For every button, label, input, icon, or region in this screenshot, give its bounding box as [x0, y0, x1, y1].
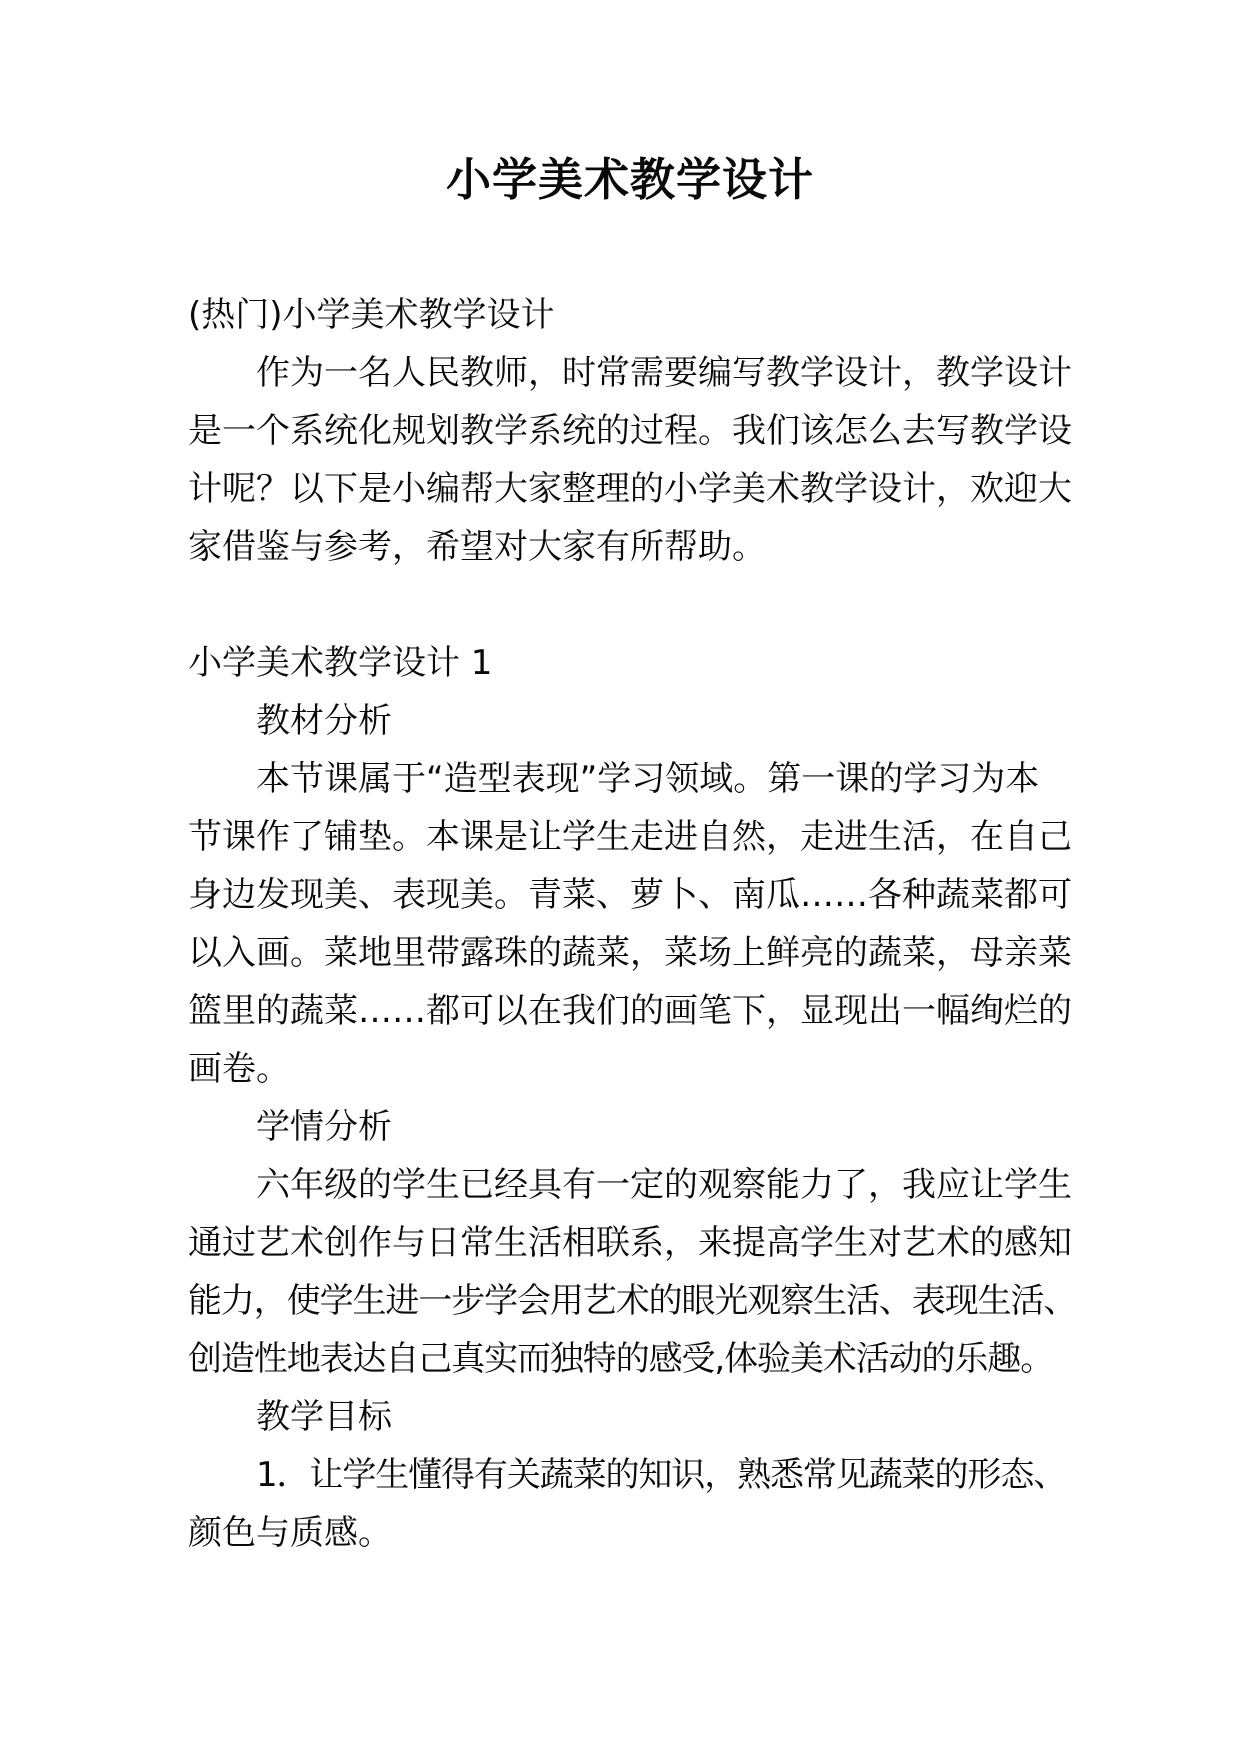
blank-line — [188, 576, 1072, 634]
text-line: 节课作了铺垫。本课是让学生走进自然，走进生活，在自己 — [188, 817, 1072, 857]
text-line: 以入画。菜地里带露珠的蔬菜，菜场上鲜亮的蔬菜，母亲菜 — [188, 933, 1072, 973]
text-line: 创造性地表达自己真实而独特的感受,体验美术活动的乐趣。 — [188, 1339, 1054, 1379]
sub-heading: 学情分析 — [256, 1107, 392, 1147]
text-line: 能力，使学生进一步学会用艺术的眼光观察生活、表现生活、 — [188, 1281, 1077, 1321]
sub-heading: 教材分析 — [256, 701, 392, 741]
document-body — [188, 286, 1077, 1562]
section-heading: 小学美术教学设计 1 — [188, 643, 493, 683]
document-content — [188, 0, 1077, 1562]
sub-heading: 教学目标 — [256, 1397, 392, 1437]
list-item-line: 1．让学生懂得有关蔬菜的知识，熟悉常见蔬菜的形态、 — [256, 1455, 1067, 1495]
text-line: 作为一名人民教师，时常需要编写教学设计，教学设计 — [256, 353, 1072, 393]
text-line: 颜色与质感。 — [188, 1513, 392, 1553]
text-line: 身边发现美、表现美。青菜、萝卜、南瓜……各种蔬菜都可 — [188, 875, 1072, 915]
text-line: 篮里的蔬菜……都可以在我们的画笔下，显现出一幅绚烂的 — [188, 991, 1072, 1031]
text-line: 家借鉴与参考，希望对大家有所帮助。 — [188, 527, 766, 567]
text-line: 画卷。 — [188, 1049, 290, 1089]
document-title: 小学美术教学设计 — [445, 153, 814, 206]
text-line: (热门)小学美术教学设计 — [188, 295, 555, 335]
text-line: 六年级的学生已经具有一定的观察能力了，我应让学生 — [256, 1165, 1072, 1205]
text-line: 是一个系统化规划教学系统的过程。我们该怎么去写教学设 — [188, 411, 1072, 451]
text-line: 通过艺术创作与日常生活相联系，来提高学生对艺术的感知 — [188, 1223, 1072, 1263]
text-line: 计呢？以下是小编帮大家整理的小学美术教学设计，欢迎大 — [188, 469, 1072, 509]
text-line: 本节课属于“造型表现”学习领域。第一课的学习为本 — [256, 759, 1040, 799]
